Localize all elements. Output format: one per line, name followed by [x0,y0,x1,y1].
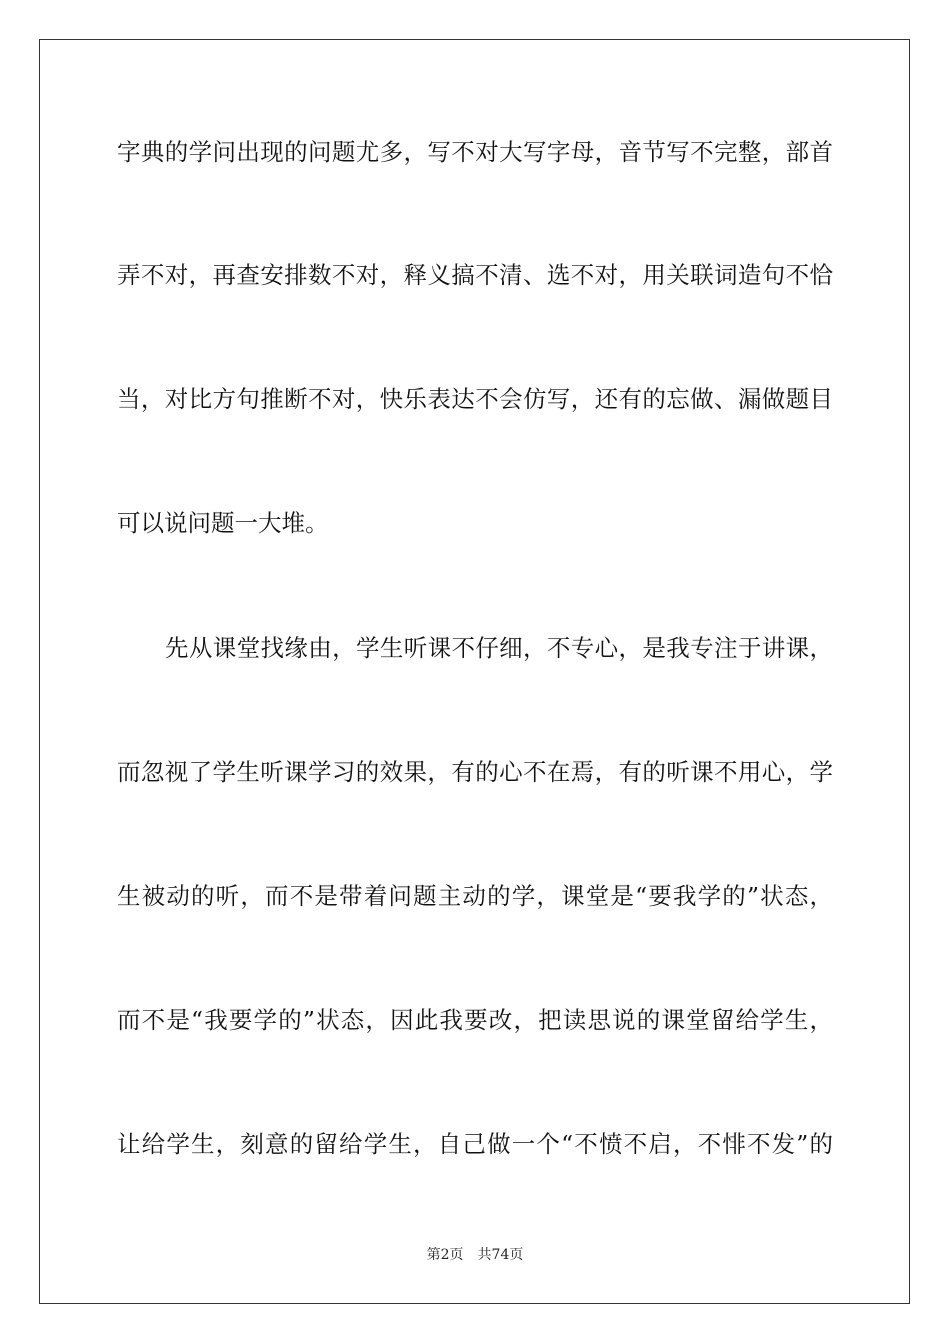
page-border [39,39,910,1304]
text-line: 可以说问题一大堆。 [117,509,329,537]
text-line: 生被动的听，而不是带着问题主动的学，课堂是“要我学的”状态， [117,882,833,910]
text-line: 而不是“我要学的”状态，因此我要改，把读思说的课堂留给学生， [117,1006,833,1034]
text-line: 而忽视了学生听课学习的效果，有的心不在焉，有的听课不用心，学 [117,758,833,786]
page-number: 第2页 [426,1247,464,1263]
page-total: 共74页 [477,1247,524,1263]
text-line: 让给学生，刻意的留给学生，自己做一个“不愤不启，不悱不发”的 [117,1130,833,1158]
text-line: 先从课堂找缘由，学生听课不仔细，不专心，是我专注于讲课， [165,634,833,662]
text-line: 当，对比方句推断不对，快乐表达不会仿写，还有的忘做、漏做题目 [117,385,833,413]
page-footer [0,1246,950,1264]
text-line: 弄不对，再查安排数不对，释义搞不清、选不对，用关联词造句不恰 [117,261,833,289]
text-line: 字典的学问出现的问题尤多，写不对大写字母，音节写不完整，部首 [117,138,833,166]
